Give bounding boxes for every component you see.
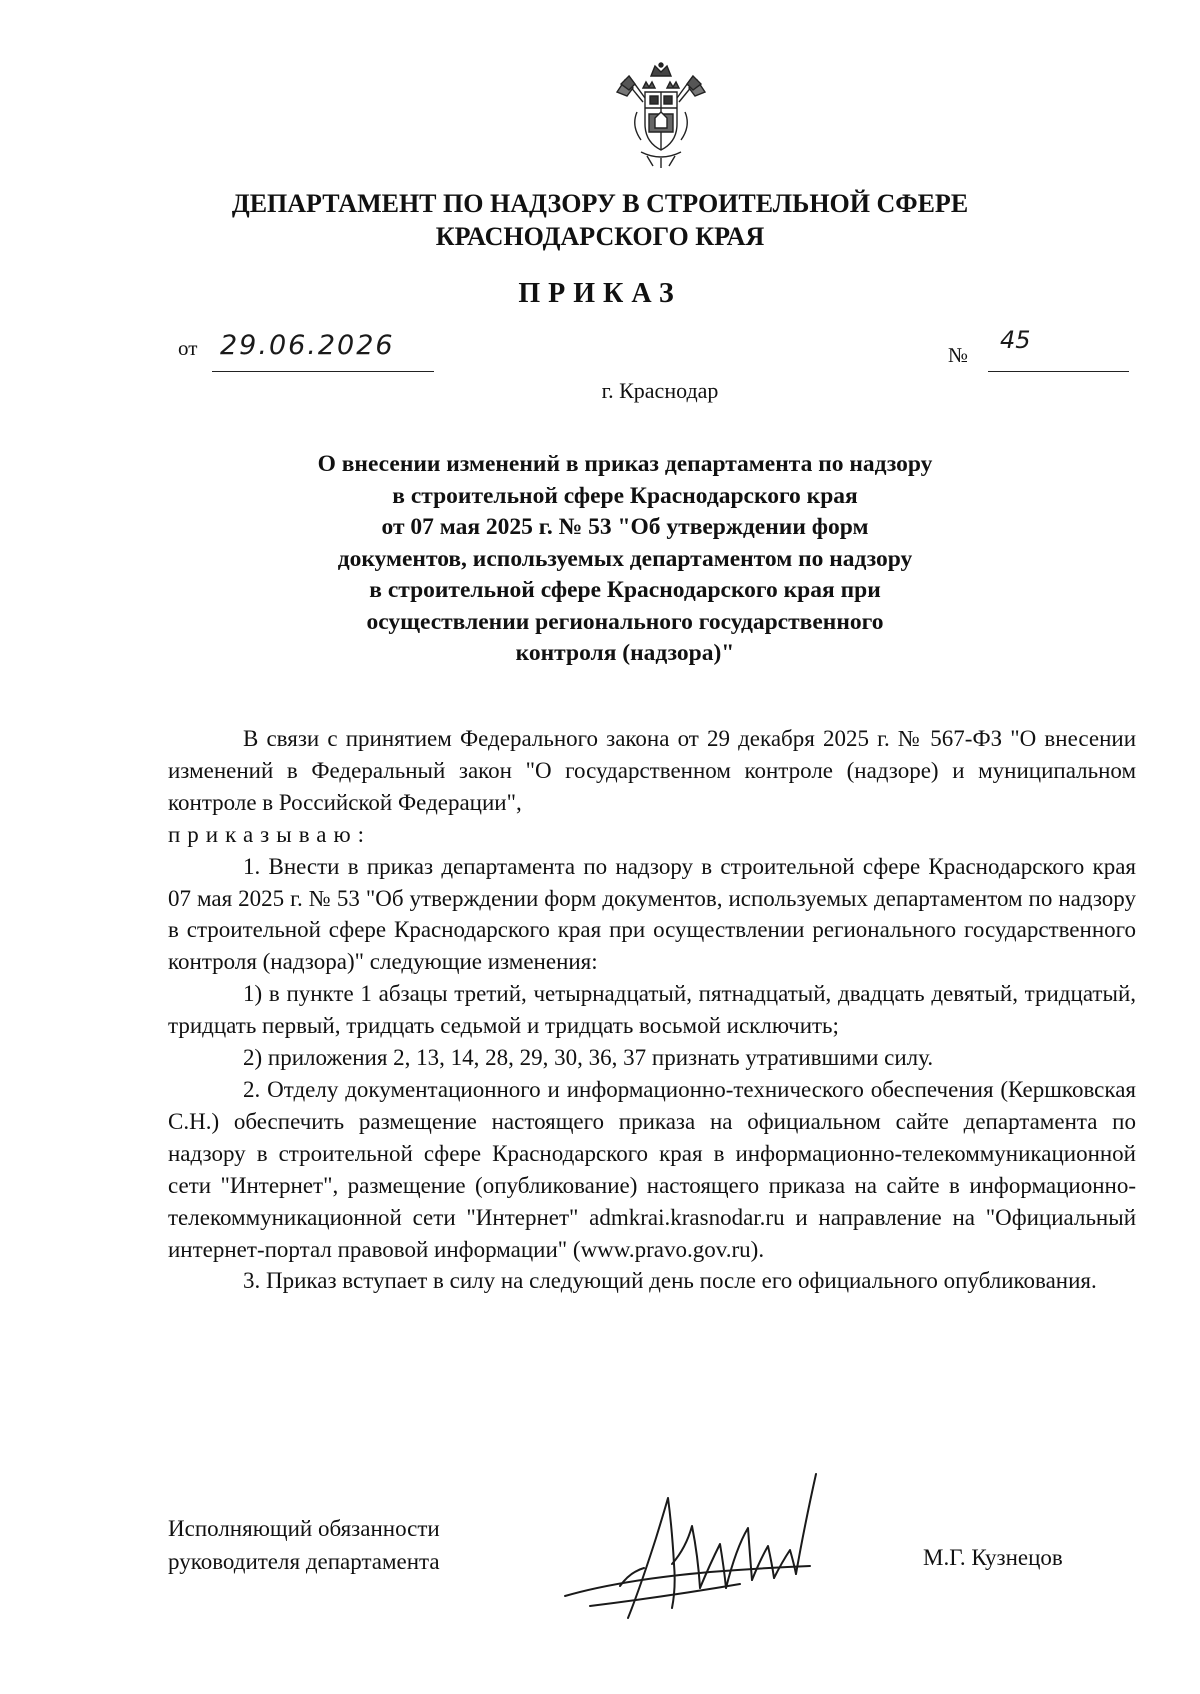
handwritten-date: 29.06.2026: [220, 330, 395, 361]
department-name-line1: ДЕПАРТАМЕНТ ПО НАДЗОРУ В СТРОИТЕЛЬНОЙ СФЕРЕ: [231, 189, 969, 218]
number-label: №: [948, 343, 969, 367]
city-of-issue: г. Краснодар: [601, 378, 719, 403]
title-line: в строительной сфере Краснодарского края при: [369, 577, 881, 603]
number-underline: [988, 371, 1129, 372]
item-1-subitem-2: 2) приложения 2, 13, 14, 28, 29, 30, 36, 37 признать утратившими силу.: [243, 1045, 934, 1071]
krasnodar-krai-coat-of-arms-icon: [615, 62, 707, 170]
item-3-paragraph: 3. Приказ вступает в силу на следующий день после его официального опубликования.: [243, 1268, 1097, 1294]
title-line: контроля (надзора)": [515, 640, 735, 666]
item-2-paragraph: 2. Отделу документационного и информационно-технического обеспечения (Кершковская С.Н.) обеспечить размещение настоящего приказа на официальном сайте департамента по надзору в строительной сфере Краснодарского края в информационно-телекоммуникационной сети "Интернет", размещение (опубликование) настоящего приказа на сайте в информационно-телекоммуникационной сети "Интернет" admkrai.krasnodar.ru и направление на "Официальный интернет-портал правовой информации" (www.pravo.gov.ru).: [168, 1076, 1136, 1262]
signatory-position-line2: руководителя департамента: [168, 1549, 440, 1574]
item-1-paragraph: 1. Внести в приказ департамента по надзору в строительной сфере Краснодарского края 07 мая 2025 г. № 53 "Об утверждении форм документов, используемых департаментом по надзору в строительной сфере Краснодарского края при осуществлении регионального государственного контроля (надзора)" следующие изменения:: [168, 853, 1136, 975]
document-type-heading: ПРИКАЗ: [518, 278, 682, 309]
signatory-position-line1: Исполняющий обязанности: [168, 1516, 440, 1541]
order-word: [168, 819, 1136, 851]
preamble-paragraph: В связи с принятием Федерального закона от 29 декабря 2025 г. № 567-ФЗ "О внесении изменений в Федеральный закон "О государственном контроле (надзоре) и муниципальном контроле в Российской Федерации",: [168, 726, 1136, 815]
order-title: [230, 449, 1020, 670]
handwritten-number: 45: [1000, 326, 1031, 354]
date-underline: [212, 371, 434, 372]
handwritten-signature: [560, 1468, 860, 1643]
title-line: осуществлении регионального государственного: [366, 608, 884, 635]
signatory-position: [168, 1512, 440, 1578]
title-line: О внесении изменений в приказ департамента по надзору: [317, 451, 933, 477]
order-body: [168, 723, 1136, 1297]
title-line: в строительной сфере Краснодарского края: [392, 482, 858, 509]
department-name-line2: КРАСНОДАРСКОГО КРАЯ: [435, 222, 765, 251]
title-line: документов, используемых департаментом по надзору: [337, 545, 913, 572]
signatory-name: М.Г. Кузнецов: [923, 1545, 1063, 1570]
item-1-subitem-1: 1) в пункте 1 абзацы третий, четырнадцатый, пятнадцатый, двадцать девятый, тридцатый, тридцать первый, тридцать седьмой и тридцать восьмой исключить;: [168, 981, 1136, 1039]
order-word-text: приказываю:: [168, 821, 372, 847]
date-label: от: [178, 336, 198, 360]
title-line: от 07 мая 2025 г. № 53 "Об утверждении форм: [381, 514, 869, 540]
